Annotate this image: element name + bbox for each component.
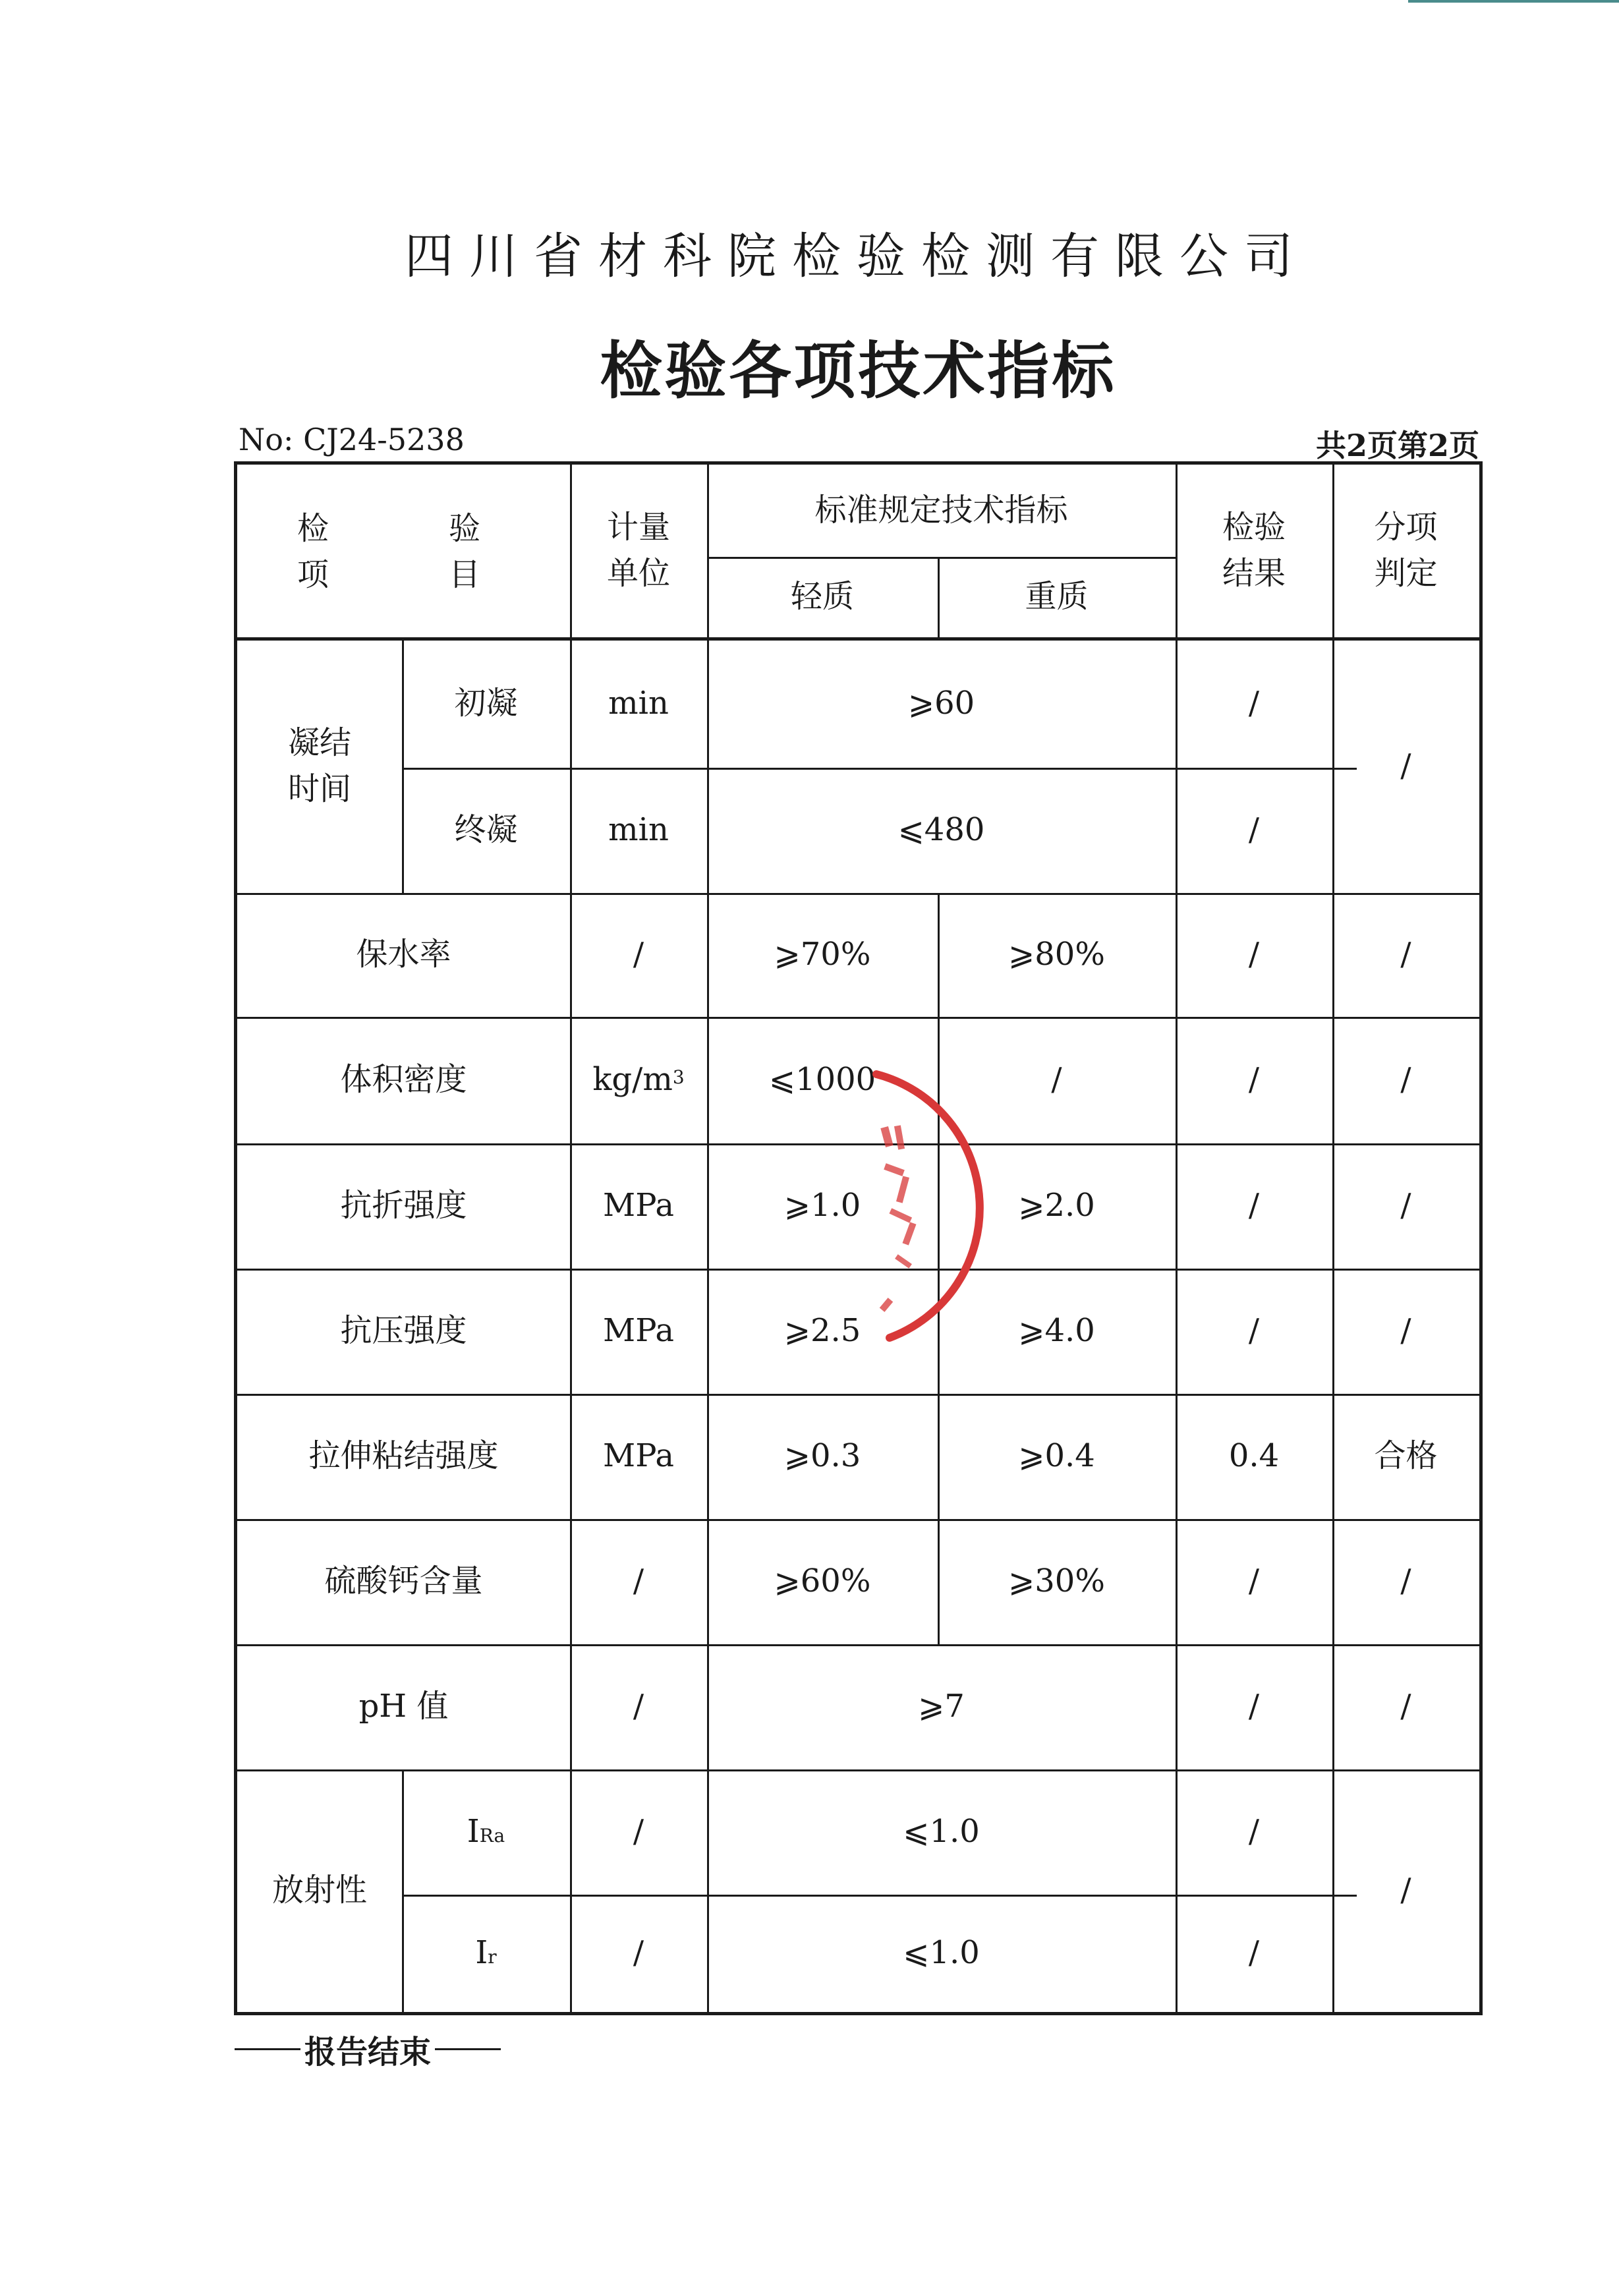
ira-result: / [1248, 1813, 1260, 1851]
header-unit-line: 计量 [606, 509, 670, 546]
ir-subscript: r [488, 1945, 497, 1968]
header-item-char: 项 [297, 556, 329, 593]
bulk-density-heavy: / [1051, 1061, 1062, 1099]
ph-label: pH 值 [358, 1688, 449, 1725]
page-info: 共2页第2页 [1315, 428, 1479, 463]
header-result-line: 检验 [1222, 509, 1286, 546]
calcium-sulfate-unit: / [633, 1563, 644, 1600]
header-item-right [428, 498, 501, 606]
ira-subscript: Ra [479, 1824, 505, 1847]
ir-result: / [1248, 1934, 1260, 1972]
header-unit [570, 465, 707, 637]
ir-standard: ⩽1.0 [903, 1934, 980, 1972]
calcium-sulfate-label: 硫酸钙含量 [324, 1563, 483, 1600]
ira-label [402, 1769, 570, 1895]
water-retention-judgement: / [1400, 936, 1411, 973]
bulk-density-label: 体积密度 [340, 1061, 467, 1099]
calcium-sulfate-heavy: ⩾30% [1008, 1563, 1105, 1600]
compressive-strength-light: ⩾2.5 [783, 1312, 861, 1350]
final-setting-result: / [1248, 811, 1260, 849]
flexural-strength-unit: MPa [603, 1187, 674, 1224]
header-item-char: 验 [448, 509, 480, 547]
water-retention-heavy: ⩾80% [1008, 936, 1105, 973]
radioactivity-judgement: / [1400, 1872, 1411, 1909]
header-light: 轻质 [790, 578, 854, 616]
flexural-strength-heavy: ⩾2.0 [1018, 1187, 1095, 1224]
ir-base: I [475, 1934, 488, 1972]
compressive-strength-label: 抗压强度 [340, 1312, 467, 1350]
header-heavy: 重质 [1025, 578, 1089, 616]
initial-setting-standard: ⩾60 [907, 684, 975, 722]
ira-standard: ⩽1.0 [903, 1813, 980, 1851]
tensile-bond-strength-result: 0.4 [1228, 1437, 1280, 1475]
compressive-strength-heavy: ⩾4.0 [1018, 1312, 1095, 1350]
compressive-strength-judgement: / [1400, 1312, 1411, 1350]
ir-unit: / [633, 1934, 644, 1972]
flexural-strength-light: ⩾1.0 [783, 1187, 861, 1224]
header-result-line: 结果 [1222, 555, 1286, 592]
calcium-sulfate-light: ⩾60% [774, 1563, 871, 1600]
header-item-char: 目 [448, 556, 480, 593]
ph-result: / [1248, 1688, 1260, 1725]
end-dash-left [235, 2048, 300, 2050]
document-title: 检验各项技术指标 [600, 335, 1117, 407]
bulk-density-result: / [1248, 1061, 1260, 1099]
setting-judgement: / [1400, 747, 1411, 784]
bulk-density-unit [570, 1017, 707, 1143]
ir-label [402, 1895, 570, 2012]
flexural-strength-result: / [1248, 1187, 1260, 1224]
header-judgement-line: 分项 [1374, 509, 1438, 546]
report-end-text: 报告结束 [304, 2034, 432, 2071]
report-end-note [231, 2026, 505, 2072]
tensile-bond-strength-unit: MPa [603, 1437, 674, 1475]
end-dash-right [435, 2048, 501, 2050]
flexural-strength-judgement: / [1400, 1187, 1411, 1224]
tensile-bond-strength-heavy: ⩾0.4 [1018, 1437, 1095, 1475]
ph-standard: ⩾7 [918, 1688, 965, 1725]
initial-setting-unit: min [608, 684, 669, 722]
water-retention-result: / [1248, 936, 1260, 973]
initial-setting-label: 初凝 [454, 684, 518, 722]
report-number: No: CJ24-5238 [239, 422, 465, 457]
header-judgement [1332, 465, 1479, 637]
flexural-strength-label: 抗折强度 [340, 1187, 467, 1224]
header-standard: 标准规定技术指标 [814, 492, 1068, 529]
final-setting-label: 终凝 [454, 811, 518, 849]
bulk-density-light: ⩽1000 [768, 1061, 876, 1099]
header-item-left [277, 498, 349, 606]
header-item-char: 检 [297, 509, 329, 547]
setting-time-line: 凝结 [287, 724, 351, 761]
unit-superscript: 3 [672, 1066, 685, 1088]
header-unit-line: 单位 [606, 555, 670, 592]
tensile-bond-strength-label: 拉伸粘结强度 [308, 1437, 499, 1475]
header-result [1176, 465, 1332, 637]
tensile-bond-strength-light: ⩾0.3 [783, 1437, 861, 1475]
radioactivity-label: 放射性 [271, 1872, 367, 1909]
water-retention-light: ⩾70% [774, 936, 871, 973]
ira-base: I [467, 1813, 480, 1851]
compressive-strength-unit: MPa [603, 1312, 674, 1350]
compressive-strength-result: / [1248, 1312, 1260, 1350]
water-retention-label: 保水率 [356, 936, 451, 973]
ph-unit: / [633, 1688, 644, 1725]
header-judgement-line: 判定 [1374, 555, 1438, 592]
ph-judgement: / [1400, 1688, 1411, 1725]
initial-setting-result: / [1248, 684, 1260, 722]
setting-time-line: 时间 [287, 770, 351, 807]
final-setting-unit: min [608, 811, 669, 849]
water-retention-unit: / [633, 936, 644, 973]
calcium-sulfate-result: / [1248, 1563, 1260, 1600]
scan-edge-mark [1408, 0, 1619, 3]
final-setting-standard: ⩽480 [897, 811, 985, 849]
setting-time-label [237, 639, 402, 893]
ira-unit: / [633, 1813, 644, 1851]
bulk-density-judgement: / [1400, 1061, 1411, 1099]
spec-table [234, 461, 1483, 2015]
company-name: 四川省材科院检验检测有限公司 [405, 228, 1309, 285]
unit-base: kg/m [592, 1061, 673, 1099]
tensile-bond-strength-judgement: 合格 [1374, 1437, 1438, 1475]
calcium-sulfate-judgement: / [1400, 1563, 1411, 1600]
